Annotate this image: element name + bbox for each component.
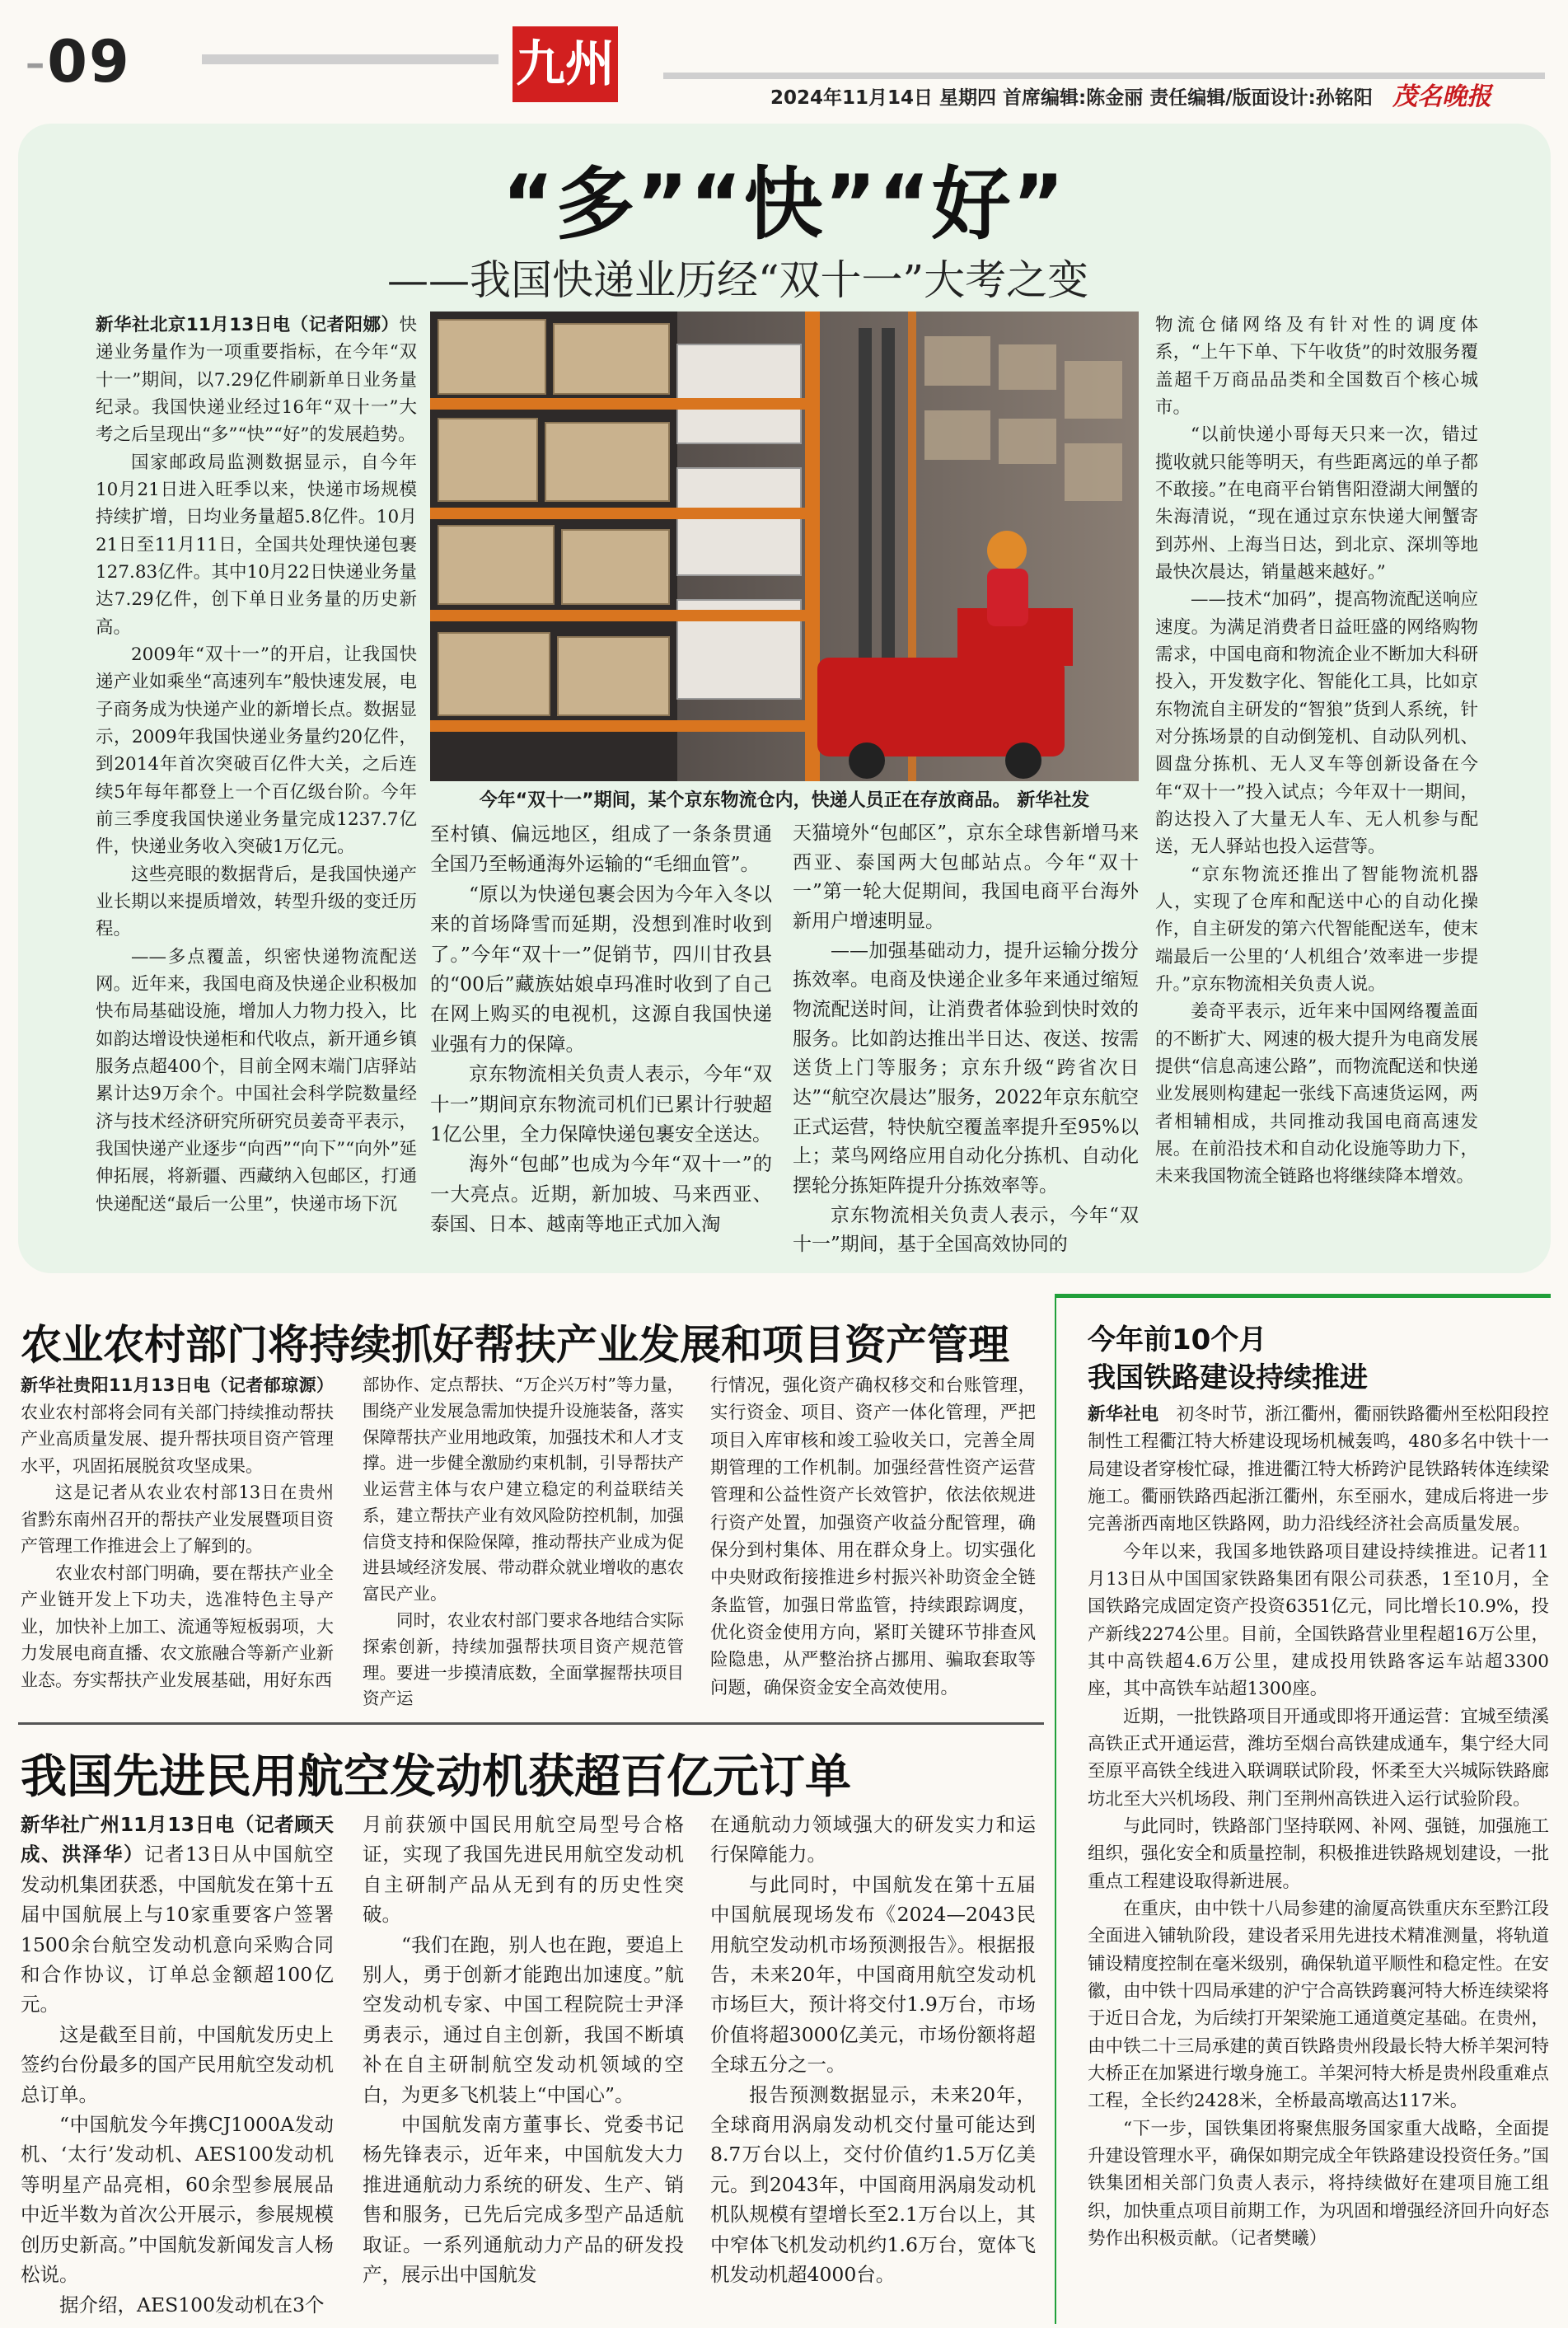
column-name-badge: 九州: [513, 26, 618, 102]
paragraph: 新华社北京11月13日电（记者阳娜）快递业务量作为一项重要指标，在今年“双十一”期间，以7.29亿件刷新单日业务量纪录。我国快递业经过16年“双十一”大考之后呈现出“多”“快”“好”的发展趋势。: [96, 315, 417, 446]
paragraph: 据介绍，AES100发动机在3个: [59, 2293, 325, 2316]
article-separator: [18, 1722, 1044, 1725]
dateline: 新华社广州11月13日电（记者顾天成、洪泽华）: [21, 1813, 334, 1867]
feature-column-3: [793, 819, 1139, 1260]
paragraph: 2009年“双十一”的开启，让我国快递产业如乘坐“高速列车”般快速发展，电子商务成为快递产业的新增长点。数据显示，2009年我国快递业务量约20亿件，到2014年首次突破百亿件大关，之后连续5年每年都登上一个百亿级台阶。今年前三季度我国快递业务量完成1237.7亿件，快递业务收入突破1万亿元。: [96, 644, 417, 858]
paragraph: “原以为快递包裹会因为今年入冬以来的首场降雪而延期，没想到准时收到了。”今年“双十一”促销节，四川甘孜县的“00后”藏族姑娘卓玛准时收到了自己在网上购买的电视机，这源自我国快递业强有力的保障。: [430, 882, 772, 1056]
paragraph: 部协作、定点帮扶、“万企兴万村”等力量，围绕产业发展急需加快提升设施装备，落实保障帮扶产业用地政策，加强技术和人才支撑。进一步健全激励约束机制，引导帮扶产业运营主体与农户建立稳定的利益联结关系，建立帮扶产业有效风险防控机制，加强信贷支持和保险保障，推动帮扶产业成为促进县域经济发展、带动群众就业增收的惠农富民产业。: [363, 1375, 684, 1604]
aero-headline: 我国先进民用航空发动机获超百亿元订单: [21, 1750, 851, 1804]
paragraph: 月前获颁中国民用航空局型号合格证，实现了我国先进民用航空发动机自主研制产品从无到有的历史性突破。: [363, 1813, 684, 1927]
paragraph: 在通航动力领域强大的研发实力和运行保障能力。: [710, 1813, 1036, 1867]
paragraph: 物流仓储网络及有针对性的调度体系，“上午下单、下午收货”的时效服务覆盖超千万商品品类和全国数百个核心城市。: [1155, 315, 1478, 418]
rail-column: [1088, 1401, 1549, 2252]
paragraph: 农业农村部门明确，要在帮扶产业全产业链开发上下功夫，选准特色主导产业，加快补上加工、流通等短板弱项，大力发展电商直播、农文旅融合等新产业新业态。夯实帮扶产业发展基础，用好东西: [21, 1562, 334, 1691]
paragraph: 在重庆，由中铁十八局参建的渝厦高铁重庆东至黔江段全面进入铺轨阶段，建设者采用先进技术精准测量，将轨道铺设精度控制在毫米级别，确保轨道平顺性和稳定性。在安徽，由中铁十四局承建的沪宁合高铁跨襄河特大桥连续梁将于近日合龙，为后续打开架梁施工通道奠定基础。在贵州，由中铁二十三局承建的黄百铁路贵州段最长特大桥羊架河特大桥正在加紧进行墩身施工。羊架河特大桥是贵州段重难点工程，全长约2428米，全桥最高墩高达117米。: [1088, 1898, 1549, 2112]
paragraph: 近期，一批铁路项目开通或即将开通运营：宜城至绩溪高铁正式开通运营，潍坊至烟台高铁建成通车，集宁经大同至原平高铁全线进入联调联试阶段，怀柔至大兴城际铁路廊坊北至大兴机场段、荆门至荆州高铁进入运行试验阶段。: [1088, 1706, 1549, 1810]
paper-logo: 茂名晚报: [1392, 82, 1491, 111]
paragraph: “京东物流还推出了智能物流机器人，实现了仓库和配送中心的自动化操作，自主研发的第六代智能配送车，使末端最后一公里的‘人机组合’效率进一步提升。”京东物流相关负责人说。: [1155, 864, 1478, 995]
rail-headline-line-2: 我国铁路建设持续推进: [1088, 1361, 1368, 1394]
paragraph: 京东物流相关负责人表示，今年“双十一”期间，基于全国高效协同的: [793, 1204, 1139, 1256]
aero-column-2: [363, 1810, 684, 2290]
dateline: 新华社电: [1088, 1404, 1159, 1425]
dateline: 新华社北京11月13日电（记者阳娜）: [96, 315, 400, 335]
header-rule-left: [202, 54, 498, 64]
header-info: 2024年11月14日 星期四 首席编辑:陈金丽 责任编辑/版面设计:孙铭阳: [770, 87, 1373, 109]
dateline: 新华社贵阳11月13日电（记者郁琼源）: [21, 1375, 334, 1395]
paragraph: 这是截至目前，中国航发历史上签约台份最多的国产民用航空发动机总订单。: [21, 2022, 334, 2106]
paragraph: 中国航发南方董事长、党委书记杨先锋表示，近年来，中国航发大力推进通航动力系统的研发、生产、销售和服务，已先后完成多型产品适航取证。一系列通航动力产品的研发投产，展示出中国航发: [363, 2113, 684, 2287]
page-number: -09: [25, 28, 131, 96]
paragraph: ——技术“加码”，提高物流配送响应速度。为满足消费者日益旺盛的网络购物需求，中国电商和物流企业不断加大科研投入，开发数字化、智能化工具，比如京东物流自主研发的“智狼”货到人系统，针对分拣场景的自动倒笼机、自动队列机、圆盘分拣机、无人叉车等创新设备在今年“双十一”投入试点；今年双十一期间，韵达投入了大量无人车、无人机参与配送，无人驿站也投入运营等。: [1155, 589, 1478, 858]
paragraph: 这些亮眼的数据背后，是我国快递产业长期以来提质增效，转型升级的变迁历程。: [96, 864, 417, 940]
paragraph: 报告预测数据显示，未来20年，全球商用涡扇发动机交付量可能达到8.7万台以上，交付价值约1.5万亿美元。到2043年，中国商用涡扇发动机机队规模有望增长至2.1万台以上，其中窄体飞机发动机约1.6万台，宽体飞机发动机超4000台。: [710, 2082, 1036, 2287]
agri-column-2: [363, 1372, 684, 1712]
paragraph: ——多点覆盖，织密快递物流配送网。近年来，我国电商及快递企业积极加快布局基础设施，增加人力物力投入，比如韵达增设快递柜和代收点，新开通乡镇服务点超400个，目前全网末端门店驿站累计达9万余个。中国社会科学院数量经济与技术经济研究所研究员姜奇平表示，我国快递产业逐步“向西”“向下”“向外”延伸拓展，将新疆、西藏纳入包邮区，打通快递配送“最后一公里”，快递市场下沉: [96, 946, 417, 1215]
paragraph: 行情况，强化资产确权移交和台账管理，实行资金、项目、资产一体化管理，严把项目入库审核和竣工验收关口，完善全周期管理的工作机制。加强经营性资产运营管理和公益性资产长效管护，依法依规进行资产处置，加强资产收益分配管理，确保分到村集体、用在群众身上。切实强化中央财政衔接推进乡村振兴补助资金全链条监管，加强日常监管，持续跟踪调度，优化资金使用方向，紧盯关键环节排查风险隐患，从严整治挤占挪用、骗取套取等问题，确保资金安全高效使用。: [710, 1375, 1036, 1698]
paragraph: 天猫境外“包邮区”，京东全球售新增马来西亚、泰国两大包邮站点。今年“双十一”第一轮大促期间，我国电商平台海外新用户增速明显。: [793, 822, 1139, 932]
photo-caption: 今年“双十一”期间，某个京东物流仓内，快递人员正在存放商品。 新华社发: [479, 790, 1090, 811]
page-header: [0, 0, 1568, 115]
agri-column-3: [710, 1372, 1036, 1702]
paragraph: 新华社电 初冬时节，浙江衢州，衢丽铁路衢州至松阳段控制性工程衢江特大桥建设现场机械轰鸣，480多名中铁十一局建设者穿梭忙碌，推进衢江特大桥跨沪昆铁路转体连续梁施工。衢丽铁路西起浙江衢州，东至丽水，建成后将进一步完善浙西南地区铁路网，助力沿线经济社会高质量发展。: [1088, 1404, 1549, 1535]
paragraph: 新华社贵阳11月13日电（记者郁琼源）农业农村部将会同有关部门持续推动帮扶产业高质量发展、提升帮扶项目资产管理水平，巩固拓展脱贫攻坚成果。: [21, 1375, 334, 1476]
feature-title: “多”“快”“好”: [502, 158, 1066, 251]
paragraph: 新华社广州11月13日电（记者顾天成、洪泽华）记者13日从中国航空发动机集团获悉，中国航发在第十五届中国航展上与10家重要客户签署1500余台航空发动机意向采购合同和合作协议，订单总金额超100亿元。: [21, 1813, 335, 2017]
feature-column-1: [96, 311, 417, 1218]
warehouse-photo: [430, 311, 1139, 781]
feature-column-2: [430, 819, 772, 1239]
paragraph: “以前快递小哥每天只来一次，错过揽收就只能等明天，有些距离远的单子都不敢接。”在电商平台销售阳澄湖大闸蟹的朱海清说，“现在通过京东快递大闸蟹寄到苏州、上海当日达，到北京、深圳等地最快次晨达，销量越来越好。”: [1155, 424, 1478, 583]
paragraph: 同时，农业农村部门要求各地结合实际探索创新，持续加强帮扶项目资产规范管理。要进一步摸清底数，全面掌握帮扶项目资产运: [363, 1610, 684, 1709]
paragraph: 姜奇平表示，近年来中国网络覆盖面的不断扩大、网速的极大提升为电商发展提供“信息高速公路”，而物流配送和快递业发展则构建起一张线下高速货运网，两者相辅相成，共同推动我国电商高速发展。在前沿技术和自动化设施等助力下，未来我国物流全链路也将继续降本增效。: [1155, 1001, 1478, 1187]
paragraph: 国家邮政局监测数据显示，自今年10月21日进入旺季以来，快递市场规模持续扩增，日均业务量超5.8亿件。10月21日至11月11日，全国共处理快递包裹127.83亿件。其中10月22日快递业务量达7.29亿件，创下单日业务量的历史新高。: [96, 452, 417, 638]
feature-column-4: [1155, 311, 1478, 1191]
aero-column-1: [21, 1810, 334, 2320]
paragraph: “下一步，国铁集团将聚焦服务国家重大战略，全面提升建设管理水平，确保如期完成全年铁路建设投资任务。”国铁集团相关部门负责人表示，将持续做好在建项目施工组织，加快重点项目前期工作，为巩固和增强经济回升向好态势作出积极贡献。（记者樊曦）: [1088, 2118, 1549, 2249]
paragraph: 海外“包邮”也成为今年“双十一”的一大亮点。近期，新加坡、马来西亚、泰国、日本、越南等地正式加入淘: [430, 1152, 772, 1236]
rail-headline-line-1: 今年前10个月: [1088, 1323, 1267, 1356]
paragraph: 与此同时，铁路部门坚持联网、补网、强链，加强施工组织，强化安全和质量控制，积极推进铁路规划建设，一批重点工程建设取得新进展。: [1088, 1815, 1549, 1892]
feature-subtitle: ——我国快递业历经“双十一”大考之变: [387, 256, 1089, 304]
paragraph: “中国航发今年携CJ1000A发动机、‘太行’发动机、AES100发动机等明星产品亮相，60余型参展展品中近半数为首次公开展示，参展规模创历史新高。”中国航发新闻发言人杨松说。: [21, 2113, 334, 2287]
agri-headline: 农业农村部门将持续抓好帮扶产业发展和项目资产管理: [21, 1321, 1009, 1369]
paragraph: 与此同时，中国航发在第十五届中国航展现场发布《2024—2043民用航空发动机市场预测报告》。根据报告，未来20年，中国商用航空发动机市场巨大，预计将交付1.9万台，市场价值将超3000亿美元，市场份额将超全球五分之一。: [710, 1872, 1036, 2077]
paragraph: 京东物流相关负责人表示，今年“双十一”期间京东物流司机们已累计行驶超1亿公里，全力保障快递包裹安全送达。: [430, 1062, 772, 1146]
paragraph: “我们在跑，别人也在跑，要追上别人，勇于创新才能跑出加速度。”航空发动机专家、中国工程院院士尹泽勇表示，通过自主创新，我国不断填补在自主研制航空发动机领域的空白，为更多飞机装上“中国心”。: [363, 1932, 684, 2106]
paragraph: 至村镇、偏远地区，组成了一条条贯通全国乃至畅通海外运输的“毛细血管”。: [430, 822, 772, 876]
paragraph: ——加强基础动力，提升运输分拨分拣效率。电商及快递企业多年来通过缩短物流配送时间，让消费者体验到快时效的服务。比如韵达推出半日达、夜送、按需送货上门等服务；京东升级“跨省次日达”“航空次晨达”服务，2022年京东航空正式运营，特快航空覆盖率提升至95%以上；菜鸟网络应用自动化分拣机、自动化摆轮分拣矩阵提升分拣效率等。: [793, 939, 1139, 1197]
paragraph: 这是记者从农业农村部13日在贵州省黔东南州召开的帮扶产业发展暨项目资产管理工作推进会上了解到的。: [21, 1483, 334, 1557]
paragraph: 今年以来，我国多地铁路项目建设持续推进。记者11月13日从中国国家铁路集团有限公司获悉，1至10月，全国铁路完成固定资产投资6351亿元，同比增长10.9%，投产新线2274公里。目前，全国铁路营业里程超16万公里，其中高铁超4.6万公里，建成投用铁路客运车站超3300座，其中高铁车站超1300座。: [1088, 1541, 1549, 1700]
aero-column-3: [710, 1810, 1036, 2290]
agri-column-1: [21, 1372, 334, 1694]
